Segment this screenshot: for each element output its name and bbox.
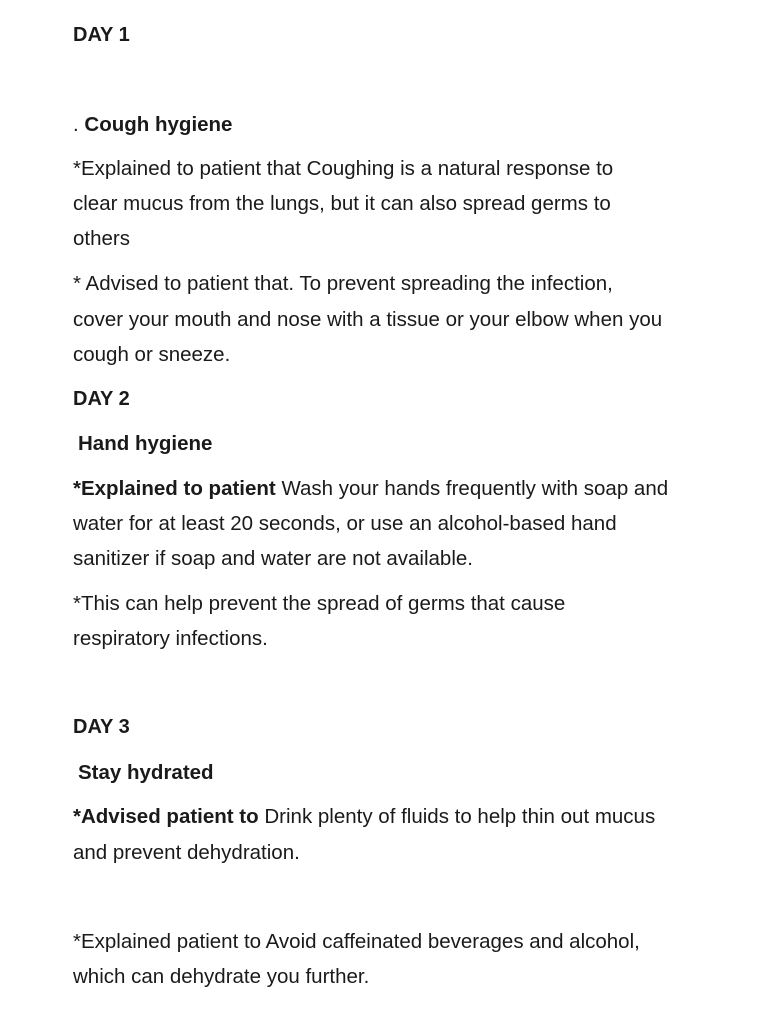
day-1-p2-line2: cover your mouth and nose with a tissue or your elbow when you — [73, 308, 663, 331]
day-1-p1-line2: clear mucus from the lungs, but it can also spread germs to — [73, 192, 611, 215]
day-3-p2-line2: which can dehydrate you further. — [73, 965, 370, 988]
day-3-p1-line1-rest: Drink plenty of fluids to help thin out mucus — [258, 805, 656, 828]
day-2-p1-line3: sanitizer if soap and water are not available. — [73, 547, 473, 570]
day-2-topic-title: Hand hygiene — [78, 432, 213, 455]
day-1-heading: DAY 1 — [73, 24, 130, 46]
day-3-p1-bold-lead: *Advised patient to — [73, 805, 259, 828]
day-3-p1-line2: and prevent dehydration. — [73, 841, 300, 864]
day-1-topic-title: Cough hygiene — [84, 113, 233, 136]
day-3-topic-title: Stay hydrated — [78, 761, 214, 784]
day-2-p1-bold-lead: *Explained to patient — [73, 477, 276, 500]
day-1-p1-line3: others — [73, 227, 130, 250]
day-2-heading: DAY 2 — [73, 388, 130, 410]
day-2-p1-line2: water for at least 20 seconds, or use an alcohol-based hand — [73, 512, 617, 535]
day-2-p1-line1 — [73, 471, 733, 507]
day-1-p1-line1: *Explained to patient that Coughing is a natural response to — [73, 157, 614, 180]
day-3-heading: DAY 3 — [73, 716, 130, 738]
day-2-p2-line1: *This can help prevent the spread of germs that cause — [73, 592, 566, 615]
day-2-p1-line1-rest: Wash your hands frequently with soap and — [275, 477, 669, 500]
day-1-p2-line3: cough or sneeze. — [73, 343, 231, 366]
day-3-p1-line1 — [73, 799, 733, 835]
day-1-topic-prefix: . — [73, 113, 85, 136]
day-3-p2-line1: *Explained patient to Avoid caffeinated beverages and alcohol, — [73, 930, 640, 953]
day-1-topic — [73, 107, 733, 143]
day-2-p2-line2: respiratory infections. — [73, 627, 268, 650]
day-1-p2-line1: * Advised to patient that. To prevent spreading the infection, — [73, 272, 613, 295]
